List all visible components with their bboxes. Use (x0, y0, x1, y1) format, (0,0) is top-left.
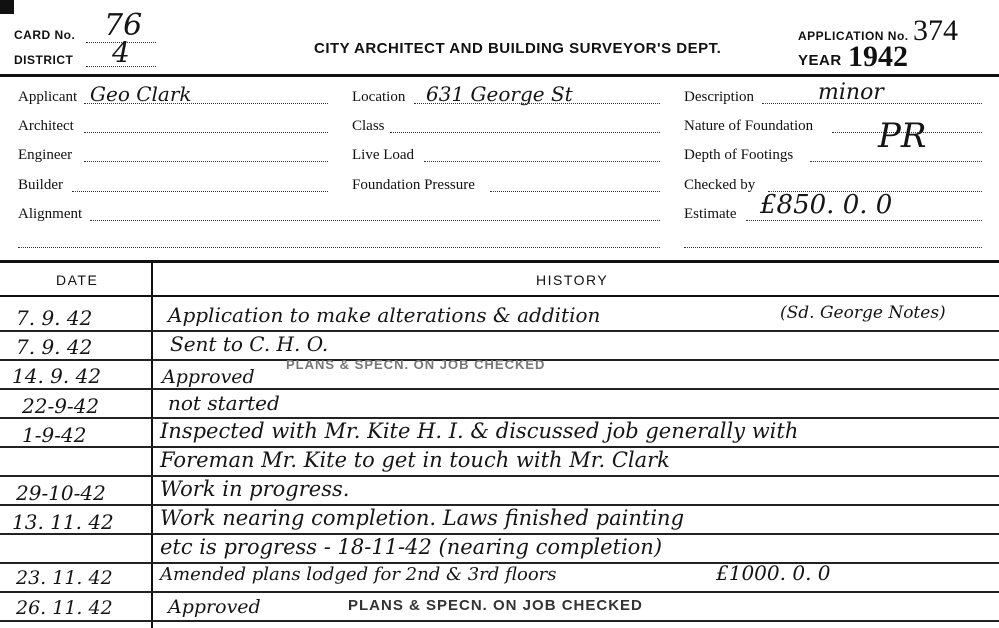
live-load-label: Live Load (352, 147, 415, 163)
builder-label: Builder (18, 177, 63, 193)
depth-of-footings-label: Depth of Footings (684, 147, 794, 163)
nature-of-foundation-label: Nature of Foundation (684, 118, 814, 134)
history-date: 1-9-42 (22, 423, 87, 447)
history-date: 22-9-42 (22, 394, 100, 418)
history-entry: Application to make alterations & addition (168, 303, 601, 327)
foundation-pressure-line (490, 191, 660, 192)
class-label: Class (352, 118, 385, 134)
history-entry: Work nearing completion. Laws finished painting (160, 506, 685, 530)
alignment-label: Alignment (18, 206, 83, 222)
year-value: 1942 (848, 40, 908, 73)
depth-of-footings-line (810, 161, 982, 162)
history-date: 14. 9. 42 (12, 364, 102, 388)
date-column-divider (151, 262, 153, 628)
foundation-pressure-label: Foundation Pressure (352, 177, 475, 193)
history-header-rule (0, 295, 999, 297)
history-entry: Amended plans lodged for 2nd & 3rd floors (160, 564, 557, 585)
history-entry: Work in progress. (160, 477, 350, 501)
year-label: YEAR (798, 52, 842, 69)
location-label: Location (352, 89, 406, 105)
builder-line (72, 191, 328, 192)
blank-line-right (684, 247, 982, 248)
row-line (0, 591, 999, 593)
header-divider (0, 74, 999, 77)
approval-stamp: PLANS & SPECN. ON JOB CHECKED (348, 597, 643, 614)
alignment-line (90, 220, 660, 221)
history-date: 13. 11. 42 (12, 510, 114, 534)
history-entry-amount: £1000. 0. 0 (716, 561, 831, 585)
estimate-label: Estimate (684, 206, 737, 222)
live-load-line (424, 161, 660, 162)
applicant-label: Applicant (18, 89, 78, 105)
row-line (0, 620, 999, 622)
history-header: HISTORY (536, 272, 609, 288)
history-entry: Inspected with Mr. Kite H. I. & discussed job generally with (160, 419, 799, 443)
row-line (0, 330, 999, 332)
card-no-label: CARD No. (14, 28, 76, 42)
description-value: minor (818, 80, 884, 105)
history-entry: not started (168, 391, 280, 415)
engineer-label: Engineer (18, 147, 73, 163)
history-entry: Approved (168, 596, 261, 618)
history-entry: Approved (162, 366, 255, 388)
district-label: DISTRICT (14, 53, 74, 67)
depth-of-footings-value: PR (878, 116, 927, 156)
history-date: 23. 11. 42 (16, 567, 113, 589)
history-entry: Foreman Mr. Kite to get in touch with Mr. Clark (160, 448, 670, 472)
history-date: 29-10-42 (16, 481, 106, 505)
dept-title: CITY ARCHITECT AND BUILDING SURVEYOR'S DEPT. (314, 40, 722, 57)
class-line (390, 132, 660, 133)
card-no-value: 76 (104, 8, 143, 43)
application-no: 374 (913, 14, 958, 47)
history-date: 7. 9. 42 (16, 335, 93, 359)
history-entry: etc is progress - 18-11-42 (nearing completion) (160, 535, 663, 559)
date-header: DATE (56, 272, 99, 288)
row-line (0, 475, 999, 477)
history-date: 7. 9. 42 (16, 306, 93, 330)
blank-line-left (18, 247, 660, 248)
engineer-line (84, 161, 328, 162)
approval-stamp: PLANS & SPECN. ON JOB CHECKED (286, 357, 546, 372)
history-entry: Sent to C. H. O. (170, 332, 329, 356)
district-value: 4 (112, 36, 130, 69)
history-date: 26. 11. 42 (16, 597, 113, 619)
history-entry-note: (Sd. George Notes) (780, 303, 946, 323)
applicant-value: Geo Clark (90, 82, 192, 106)
row-line (0, 388, 999, 390)
architect-line (84, 132, 328, 133)
history-top-rule (0, 260, 999, 263)
location-value: 631 George St (426, 82, 573, 106)
checked-by-label: Checked by (684, 177, 756, 193)
architect-label: Architect (18, 118, 74, 134)
estimate-line (746, 220, 982, 221)
description-label: Description (684, 89, 754, 105)
estimate-value: £850. 0. 0 (760, 190, 893, 220)
corner-mark (0, 0, 14, 14)
application-label: APPLICATION No. (798, 29, 909, 43)
